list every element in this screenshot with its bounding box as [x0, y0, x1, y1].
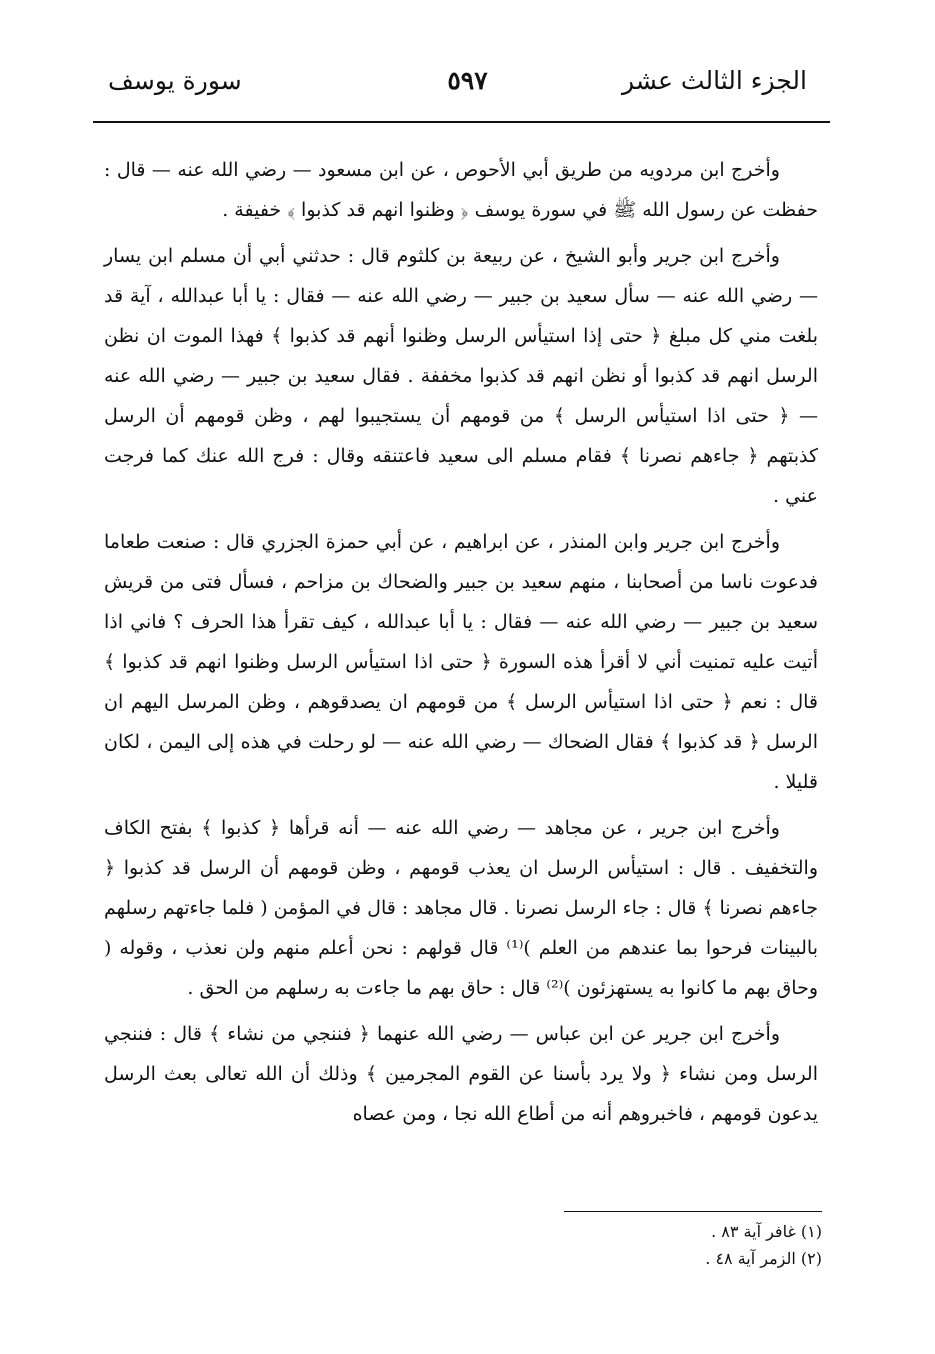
footnotes	[422, 1218, 822, 1272]
page-number: ٥٩٧	[447, 66, 488, 95]
paragraph: وأخرج ابن جرير ، عن مجاهد — رضي الله عنه — أنه قرأها ﴿ كذبوا ﴾ بفتح الكاف والتخفيف . قال : استيأس الرسل ان يعذب قومهم ، وظن قومهم أن الرسل قد كذبوا ﴿ جاءهم نصرنا ﴾ قال : جاء الرسل نصرنا . قال مجاهد : قال في المؤمن ( فلما جاءتهم رسلهم بالبينات فرحوا بما عندهم من العلم )⁽¹⁾ قال قولهم : نحن أعلم منهم ولن نعذب ، وقوله ( وحاق بهم ما كانوا به يستهزئون )⁽²⁾ قال : حاق بهم ما جاءت به رسلهم من الحق .	[104, 817, 818, 999]
paragraph: وأخرج ابن جرير عن ابن عباس — رضي الله عنهما ﴿ فننجي من نشاء ﴾ قال : فننجي الرسل ومن نشاء ﴿ ولا يرد بأسنا عن القوم المجرمين ﴾ وذلك أن الله تعالى بعث الرسل يدعون قومهم ، فاخبروهم أنه من أطاع الله نجا ، ومن عصاه	[104, 1023, 818, 1125]
footnote-rule	[564, 1211, 822, 1212]
part-title: الجزء الثالث عشر	[621, 66, 807, 95]
paragraph: وأخرج ابن جرير وأبو الشيخ ، عن ربيعة بن كلثوم قال : حدثني أبي أن مسلم ابن يسار — رضي الله عنه — سأل سعيد بن جبير — رضي الله عنه — فقال : يا أبا عبدالله ، آية قد بلغت مني كل مبلغ ﴿ حتى إذا استيأس الرسل وظنوا أنهم قد كذبوا ﴾ فهذا الموت ان نظن الرسل انهم قد كذبوا أو نظن انهم قد كذبوا مخففة . فقال سعيد بن جبير — رضي الله عنه — ﴿ حتى اذا استيأس الرسل ﴾ من قومهم أن يستجيبوا لهم ، وظن قومهم أن الرسل كذبتهم ﴿ جاءهم نصرنا ﴾ فقام مسلم الى سعيد فاعتنقه وقال : فرج الله عنك كما فرجت عني .	[104, 245, 818, 507]
paragraph: وأخرج ابن مردويه من طريق أبي الأحوص ، عن ابن مسعود — رضي الله عنه — قال : حفظت عن رسول الله ﷺ في سورة يوسف ﴿ وظنوا انهم قد كذبوا ﴾ خفيفة .	[104, 159, 818, 221]
surah-title: سورة يوسف	[108, 66, 242, 95]
header-rule	[93, 121, 830, 123]
footnote: (٢) الزمر آية ٤٨ .	[705, 1249, 822, 1268]
footnote: (١) غافر آية ٨٣ .	[711, 1222, 822, 1241]
paragraph: وأخرج ابن جرير وابن المنذر ، عن ابراهيم ، عن أبي حمزة الجزري قال : صنعت طعاما فدعوت ناسا من أصحابنا ، منهم سعيد بن جبير والضحاك بن مزاحم ، فسأل فتى من قريش سعيد بن جبير — رضي الله عنه — فقال : يا أبا عبدالله ، كيف تقرأ هذا الحرف ؟ فاني اذا أتيت عليه تمنيت أني لا أقرأ هذه السورة ﴿ حتى اذا استيأس الرسل وظنوا انهم قد كذبوا ﴾ قال : نعم ﴿ حتى اذا استيأس الرسل ﴾ من قومهم ان يصدقوهم ، وظن المرسل اليهم ان الرسل ﴿ قد كذبوا ﴾ فقال الضحاك — رضي الله عنه — لو رحلت في هذه إلى اليمن ، لكان قليلا .	[104, 531, 818, 793]
body-text	[104, 150, 818, 1140]
